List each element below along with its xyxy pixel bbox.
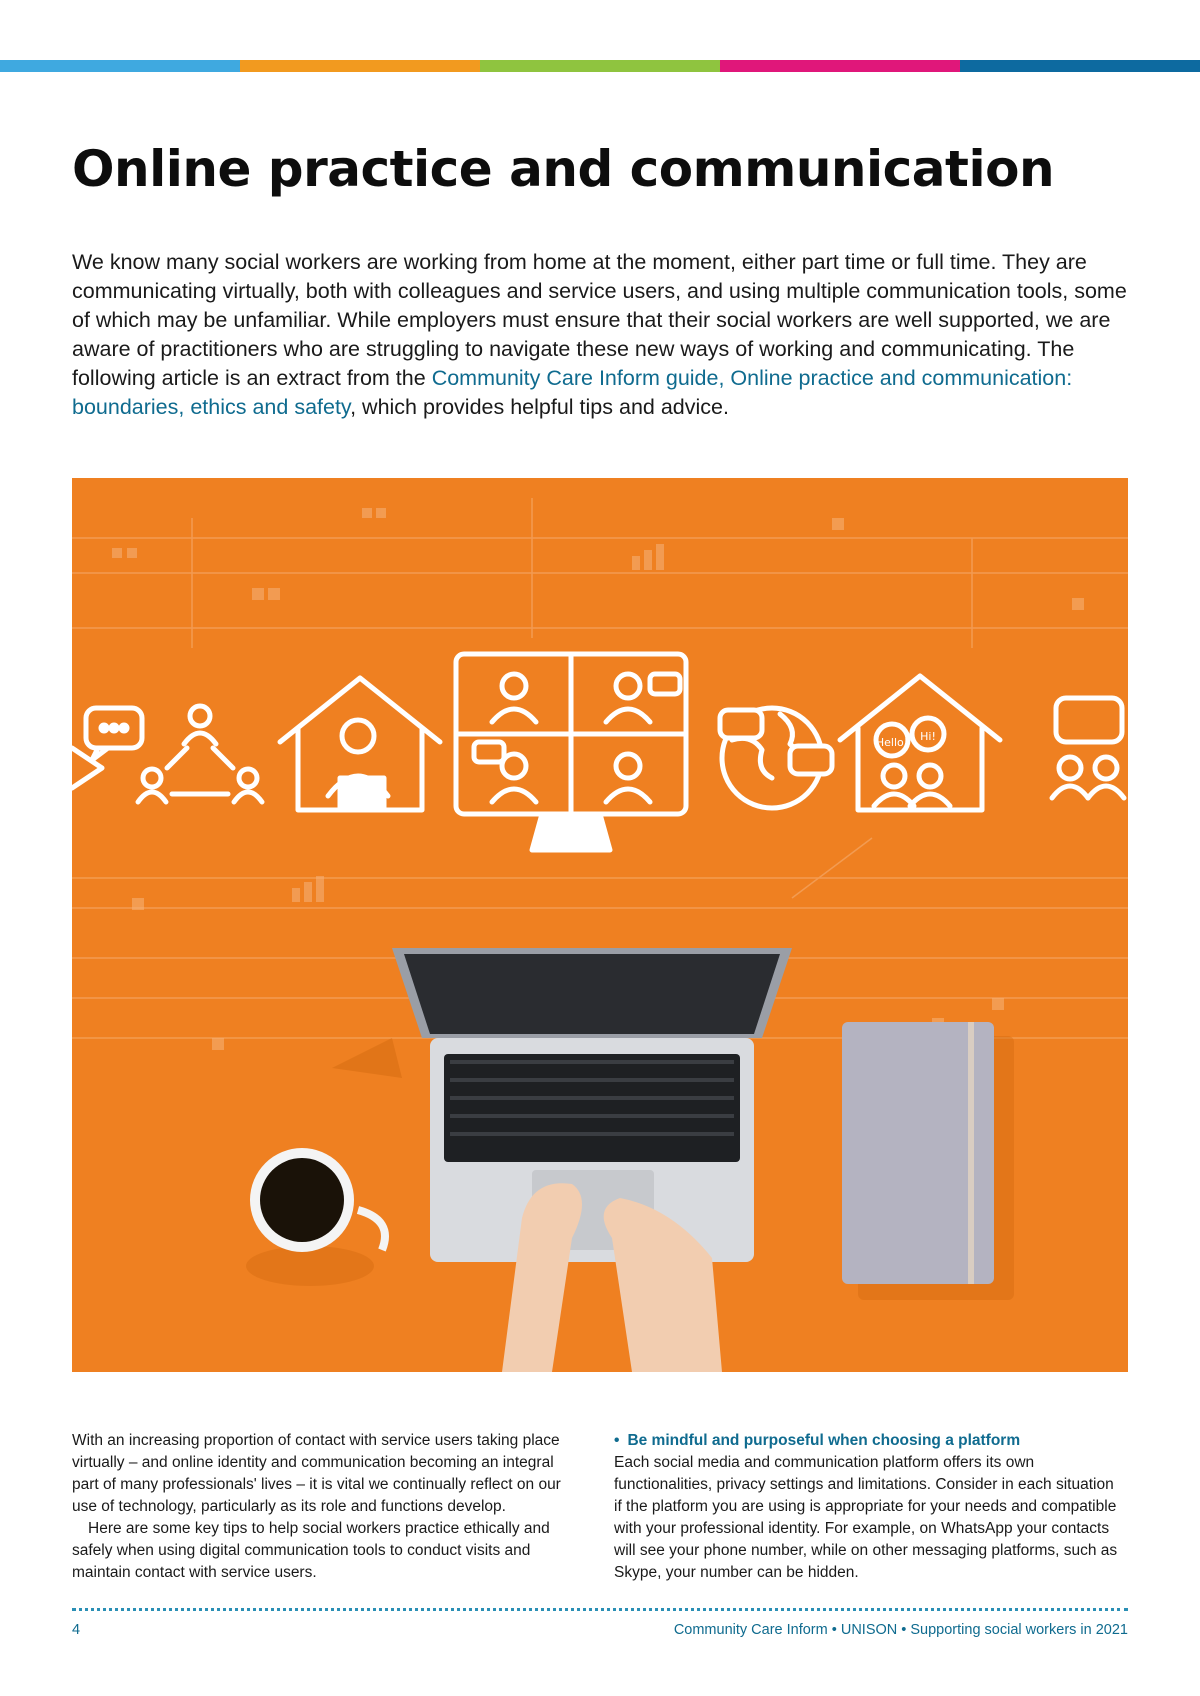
page-number: 4 <box>72 1622 81 1638</box>
coffee-cup-icon <box>246 1148 385 1286</box>
hero-svg <box>72 478 1128 1372</box>
intro-paragraph <box>72 248 1132 422</box>
footer-divider <box>72 1608 1128 1611</box>
bullet-heading-text: Be mindful and purposeful when choosing a platform <box>627 1432 1021 1449</box>
color-stripe <box>0 60 1200 72</box>
home-worker-icon <box>280 678 440 810</box>
home-chat-icon <box>840 676 1000 810</box>
bullet-heading <box>614 1430 1124 1452</box>
stripe-segment-green <box>480 60 720 72</box>
globe-chat-icon <box>720 708 832 808</box>
intro-text: We know many social workers are working from home at the moment, either part time or full time. They are communicating virtually, both with colleagues and service users, and using multiple communication tools, some of which may be unfamiliar. While employers must ensure that their social workers are well supported, we are aware of practitioners who are struggling to navigate these new ways of working and communicating. The following article is an extract from the <box>72 250 1127 390</box>
laptop-shadow <box>332 1038 402 1078</box>
hero-illustration <box>72 478 1128 1372</box>
hello-bubble-text: Hello! <box>875 736 909 749</box>
stripe-segment-blue <box>0 60 240 72</box>
notebook-icon <box>842 1022 1014 1300</box>
left-paragraph-1: With an increasing proportion of contact with service users taking place virtually – and online identity and communication becoming an integral part of many professionals' lives – it is vital we continually reflect on our use of technology, particularly as its role and functions develop. <box>72 1432 561 1515</box>
publication-footer: Community Care Inform • UNISON • Supporting social workers in 2021 <box>673 1622 1128 1638</box>
bullet-marker: • <box>614 1432 620 1449</box>
people-network-icon <box>138 706 262 802</box>
hi-bubble-text: Hi! <box>920 730 936 743</box>
left-column <box>72 1430 582 1584</box>
stripe-segment-navy <box>960 60 1200 72</box>
stripe-segment-orange <box>240 60 480 72</box>
intro-text-end: , which provides helpful tips and advice. <box>350 395 729 419</box>
people-icon <box>1052 698 1124 798</box>
bullet-body: Each social media and communication platform offers its own functionalities, privacy settings and limitations. Consider in each situation if the platform you are using is appropriate for your needs and compatible with your professional identity. For example, on WhatsApp your contacts will see your phone number, while on other messaging platforms, such as Skype, your number can be hidden. <box>614 1454 1118 1581</box>
page-title: Online practice and communication <box>72 140 1055 198</box>
right-column <box>614 1430 1124 1584</box>
left-paragraph-2: Here are some key tips to help social workers practice ethically and safely when using digital communication tools to conduct visits and maintain contact with service users. <box>72 1520 550 1581</box>
laptop-icon <box>392 948 792 1372</box>
stripe-segment-pink <box>720 60 960 72</box>
guide-link[interactable]: Community Care Inform guide, Online practice and communication: boundaries, ethics and safety <box>72 366 1073 419</box>
video-call-monitor-icon <box>456 654 686 850</box>
chat-bubble-icon <box>72 708 142 788</box>
